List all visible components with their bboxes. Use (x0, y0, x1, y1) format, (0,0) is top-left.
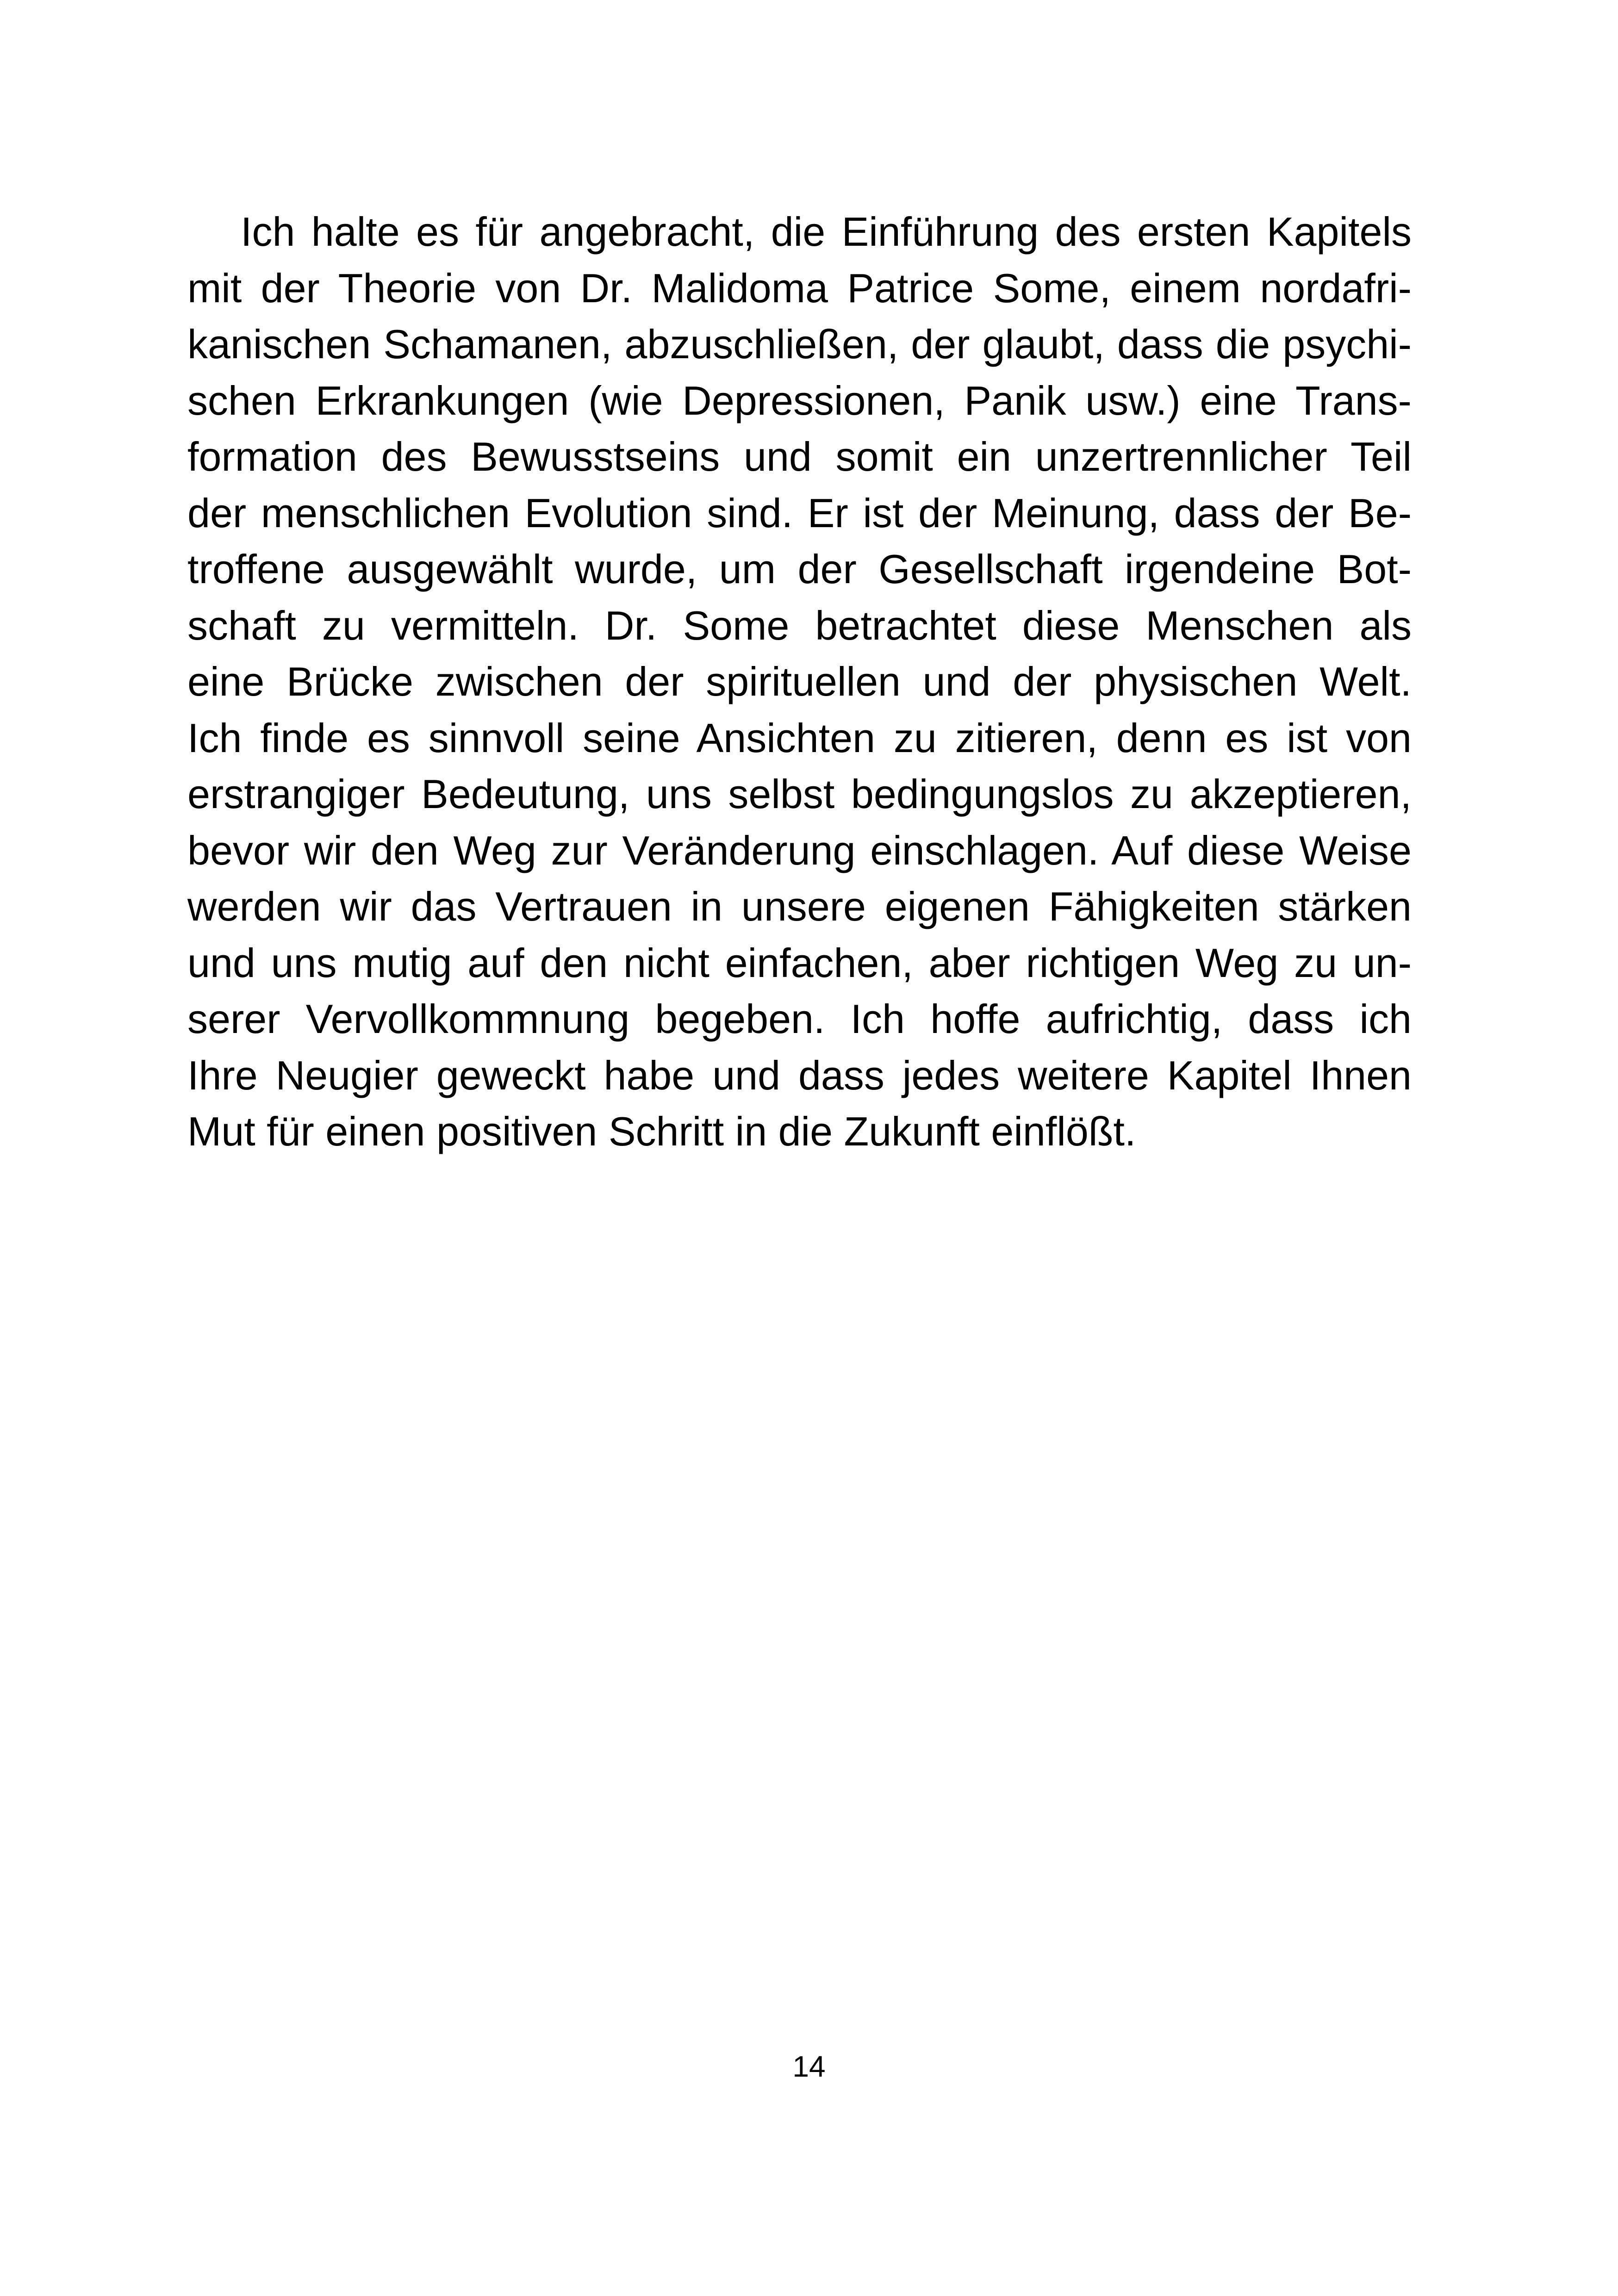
paragraph-line: eine Brücke zwischen der spirituellen und der physischen Welt. (187, 659, 1412, 704)
paragraph-line: werden wir das Vertrauen in unsere eigenen Fähigkeiten stärken (187, 884, 1412, 929)
paragraph-line: Mut für einen positiven Schritt in die Zukunft einflößt. (187, 1108, 1136, 1154)
paragraph-line: schen Erkrankungen (wie Depressionen, Panik usw.) eine Trans- (187, 377, 1412, 423)
paragraph-line: schaft zu vermitteln. Dr. Some betrachtet diese Menschen als (187, 602, 1412, 648)
paragraph-line: erstrangiger Bedeutung, uns selbst bedingungslos zu akzeptieren, (187, 771, 1412, 817)
paragraph-line: serer Vervollkommnung begeben. Ich hoffe aufrichtig, dass ich (187, 996, 1412, 1042)
paragraph-line: Ich finde es sinnvoll seine Ansichten zu zitieren, denn es ist von (187, 715, 1412, 761)
paragraph-line: troffene ausgewählt wurde, um der Gesellschaft irgendeine Bot- (187, 546, 1412, 592)
paragraph-line: der menschlichen Evolution sind. Er ist der Meinung, dass der Be- (187, 490, 1412, 536)
paragraph-line: Ihre Neugier geweckt habe und dass jedes weitere Kapitel Ihnen (187, 1052, 1412, 1098)
paragraph-line: bevor wir den Weg zur Veränderung einschlagen. Auf diese Weise (187, 827, 1412, 873)
paragraph-line: und uns mutig auf den nicht einfachen, aber richtigen Weg zu un- (187, 940, 1412, 986)
paragraph-line: formation des Bewusstseins und somit ein unzertrennlicher Teil (187, 434, 1412, 479)
body-paragraph (187, 204, 1412, 1160)
paragraph-line: mit der Theorie von Dr. Malidoma Patrice Some, einem nordafri- (187, 265, 1412, 311)
paragraph-line: kanischen Schamanen, abzuschließen, der glaubt, dass die psychi- (187, 321, 1412, 367)
page-number: 14 (792, 2050, 826, 2083)
paragraph-line: Ich halte es für angebracht, die Einführung des ersten Kapitels (241, 209, 1412, 255)
